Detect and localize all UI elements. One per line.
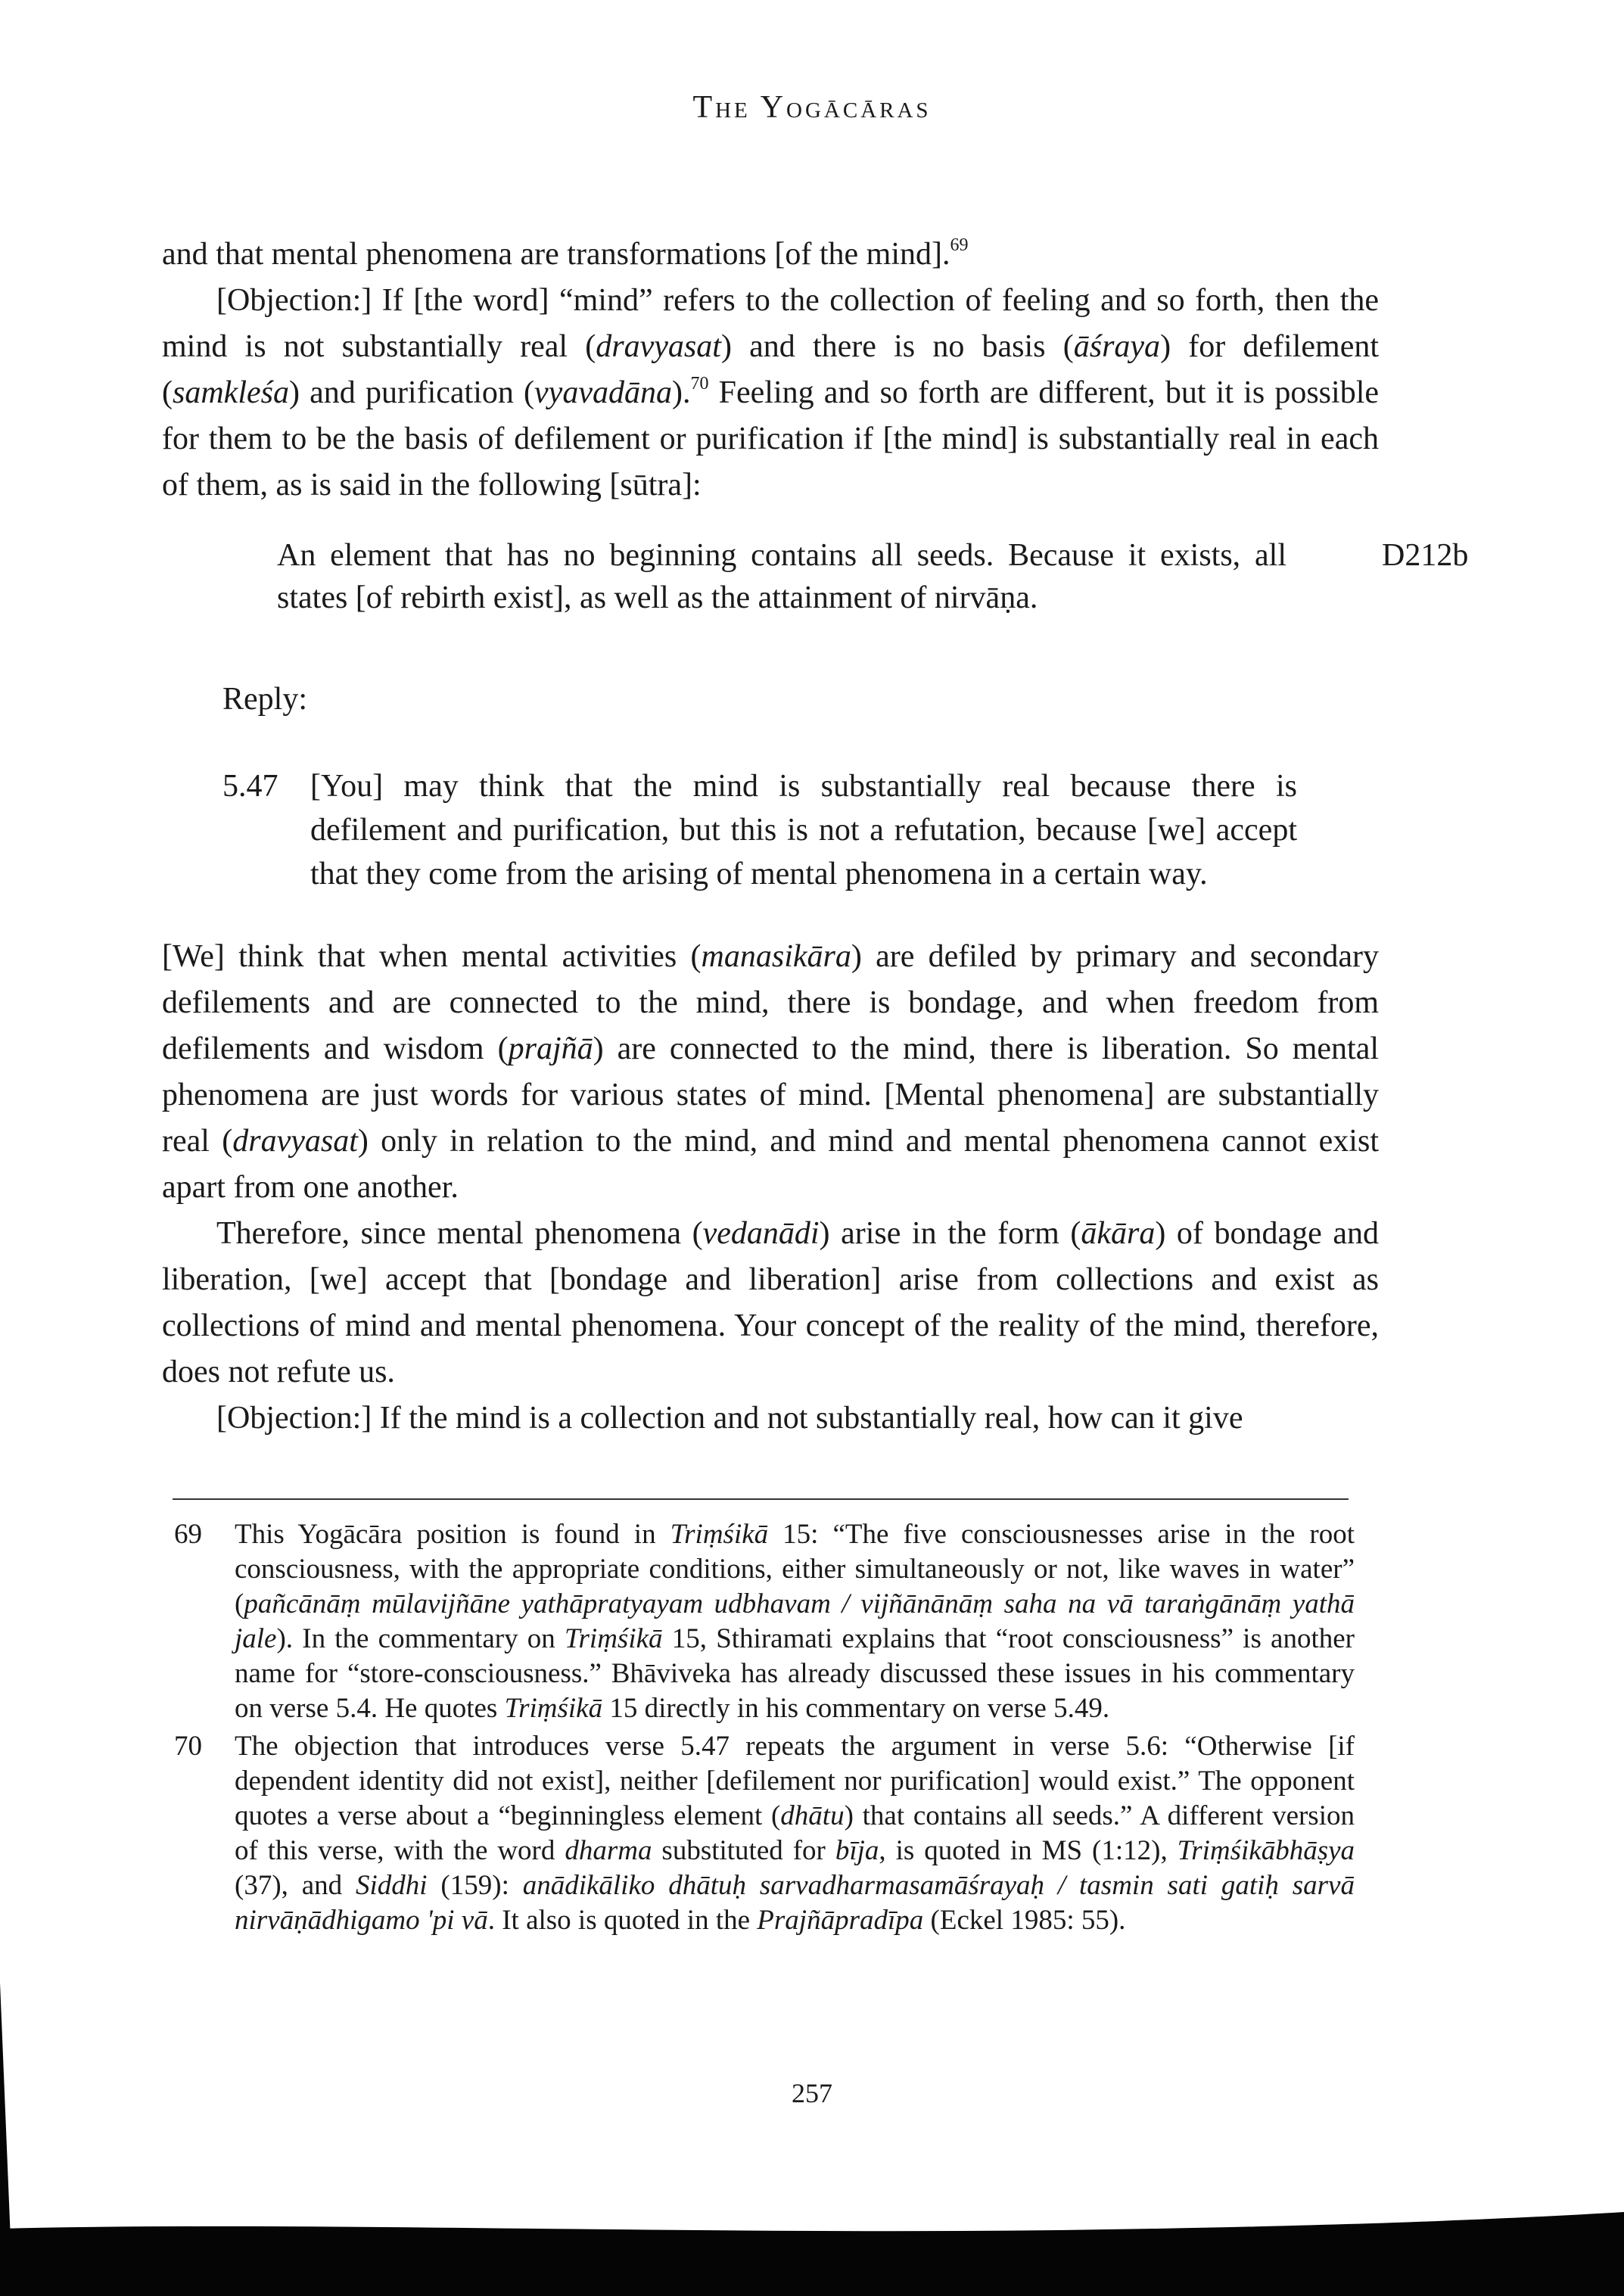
page-number: 257 [792,2078,832,2108]
paragraph-1 [162,232,1379,278]
scan-page-edge [0,2198,1624,2244]
footnote-number: 69 [174,1519,202,1550]
footnote-number: 70 [174,1731,202,1762]
body-bottom [162,934,1379,1442]
footnotes [174,1517,1355,1941]
body-top [162,232,1379,509]
footnote-69: 69 This Yogācāra position is found in Triṃśikā 15: “The five consciousnesses arise in the root consciousness, with the appropriate conditions, either simultaneously or not, like waves in water” (pañcānāṃ mūlavijñāne yathāpratyayam udbhavam / vijñānānāṃ saha na vā taraṅgānāṃ yathā jale). In the commentary on Triṃśikā 15, Sthiramati explains that “root consciousness” is another name for “store-consciousness.” Bhāviveka has already discussed these issues in his commentary on verse 5.4. He quotes Triṃśikā 15 directly in his commentary on verse 5.49. [174,1519,1355,1724]
marginal-reference: D212b [1382,538,1469,573]
footnote-ref-69[interactable]: 69 [950,235,969,255]
verse-number: 5.47 [222,769,278,804]
scan-bottom-border [0,2238,1624,2296]
paragraph-2: [Objection:] If [the word] “mind” refers to the collection of feeling and so forth, then the mind is not substantially real (dravyasat) and there is no basis (āśraya) for defilement (samkleśa) and purification (vyavadāna).$^{70}$ Feeling and so forth are different, but it is possible for them to be the basis of defilement or purification if [the mind] is substantially real in each of them, as is said in the following [sūtra]: [162,283,1380,502]
footnote-70: 70 The objection that introduces verse 5.47 repeats the argument in verse 5.6: “Otherwise [if dependent identity did not exist], neither [defilement nor purification] would exist.” The opponent quotes a verse about a “beginningless element (dhātu) that contains all seeds.” A different version of this verse, with the word dharma substituted for bīja, is quoted in MS (1:12), Triṃśikābhāṣya (37), and Siddhi (159): anādikāliko dhātuḥ sarvadharmasamāśrayaḥ / tasmin sati gatiḥ sarvā nirvāṇādhigamo 'pi vā. It also is quoted in the Prajñāpradīpa (Eckel 1985: 55). [174,1731,1355,1936]
paragraph-5: [Objection:] If the mind is a collection and not substantially real, how can it give [216,1401,1243,1436]
paragraph-3: [We] think that when mental activities (manasikāra) are defiled by primary and secondary defilements and are connected to the mind, there is bondage, and when freedom from defilements and wisdom (prajñā) are connected to the mind, there is liberation. So mental phenomena are just words for various states of mind. [Mental phenomena] are substantially real (dravyasat) only in relation to the mind, and mind and mental phenomena cannot exist apart from one another. [162,939,1380,1205]
footnote-rule [173,1498,1349,1500]
running-header: The Yogācāras [692,90,932,125]
paragraph-4: Therefore, since mental phenomena (vedanādi) arise in the form (ākāra) of bondage and liberation, [we] accept that [bondage and liberation] arise from collections and exist as collections of mind and mental phenomena. Your concept of the reality of the mind, therefore, does not refute us. [162,1216,1379,1389]
paragraph-1-text: and that mental phenomena are transformations [of the mind]. [162,237,950,272]
verse-block [222,764,1297,896]
scan-binding-shadow [0,1983,11,2240]
sutra-quote: An element that has no beginning contains all seeds. Because it exists, all states [of rebirth exist], as well as the attainment of nirvāṇa. [277,538,1286,615]
reply-label: Reply: [222,682,307,717]
footnote-ref-70[interactable]: 70 [690,374,709,394]
verse-text: [You] may think that the mind is substantially real because there is defilement and purification, but this is not a refutation, because [we] accept that they come from the arising of mental phenomena in a certain way. [310,769,1297,891]
